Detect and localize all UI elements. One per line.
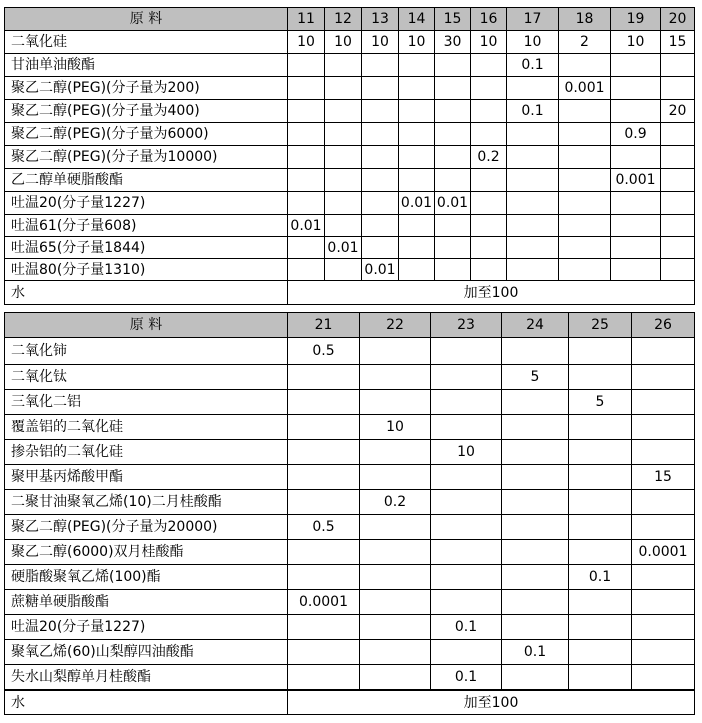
amount-cell <box>569 615 632 640</box>
amount-cell <box>559 100 611 123</box>
amount-cell <box>362 237 399 259</box>
amount-cell <box>288 440 360 465</box>
ingredient-name: 乙二醇单硬脂酸酯 <box>5 169 288 192</box>
table-row <box>5 615 695 640</box>
amount-cell <box>569 515 632 540</box>
amount-cell <box>632 590 695 615</box>
amount-cell <box>360 515 431 540</box>
amount-cell <box>431 465 502 490</box>
amount-cell <box>435 146 471 169</box>
amount-cell <box>569 365 632 390</box>
amount-cell <box>288 615 360 640</box>
water-label: 水 <box>5 281 288 305</box>
amount-cell <box>288 540 360 565</box>
table-row <box>5 415 695 440</box>
table-row <box>5 123 695 146</box>
table-row <box>5 540 695 565</box>
table-row <box>5 169 695 192</box>
amount-cell <box>360 338 431 365</box>
amount-cell <box>431 640 502 665</box>
amount-cell <box>611 54 661 77</box>
amount-cell: 10 <box>611 31 661 54</box>
amount-cell <box>632 338 695 365</box>
amount-cell <box>325 123 362 146</box>
amount-cell <box>502 515 569 540</box>
amount-cell <box>502 390 569 415</box>
amount-cell <box>360 640 431 665</box>
amount-cell <box>399 100 435 123</box>
table-row <box>5 665 695 690</box>
amount-cell: 5 <box>502 365 569 390</box>
amount-cell <box>569 465 632 490</box>
formulation-table-11-20 <box>4 7 695 305</box>
ingredient-name: 甘油单油酸酯 <box>5 54 288 77</box>
ingredient-name: 吐温80(分子量1310) <box>5 259 288 281</box>
amount-cell <box>559 259 611 281</box>
amount-cell <box>559 169 611 192</box>
amount-cell: 0.0001 <box>632 540 695 565</box>
water-label: 水 <box>5 691 288 715</box>
amount-cell <box>502 440 569 465</box>
amount-cell <box>399 237 435 259</box>
ingredient-name: 硬脂酸聚氧乙烯(100)酯 <box>5 565 288 590</box>
amount-cell <box>661 77 695 100</box>
column-header: 12 <box>325 8 362 31</box>
amount-cell <box>360 465 431 490</box>
amount-cell <box>431 390 502 415</box>
table-row <box>5 338 695 365</box>
header-row <box>5 8 695 31</box>
column-header: 19 <box>611 8 661 31</box>
amount-cell <box>360 665 431 690</box>
table-row <box>5 440 695 465</box>
amount-cell <box>502 415 569 440</box>
column-header: 26 <box>632 313 695 338</box>
column-header: 18 <box>559 8 611 31</box>
table-row <box>5 365 695 390</box>
water-value: 加至100 <box>288 691 695 715</box>
table-row <box>5 237 695 259</box>
ingredient-name: 二氧化钛 <box>5 365 288 390</box>
amount-cell <box>559 146 611 169</box>
table-row <box>5 640 695 665</box>
amount-cell <box>502 565 569 590</box>
water-row <box>5 691 695 715</box>
table-row <box>5 31 695 54</box>
amount-cell <box>559 54 611 77</box>
amount-cell: 10 <box>362 31 399 54</box>
amount-cell: 10 <box>360 415 431 440</box>
ingredient-name: 覆盖铝的二氧化硅 <box>5 415 288 440</box>
amount-cell <box>632 490 695 515</box>
table-row <box>5 259 695 281</box>
amount-cell: 0.01 <box>325 237 362 259</box>
ingredient-name: 聚乙二醇(PEG)(分子量为20000) <box>5 515 288 540</box>
amount-cell <box>360 440 431 465</box>
amount-cell <box>569 665 632 690</box>
amount-cell <box>661 192 695 215</box>
amount-cell <box>325 215 362 237</box>
amount-cell: 0.2 <box>360 490 431 515</box>
amount-cell <box>661 146 695 169</box>
ingredient-name: 蔗糖单硬脂酸酯 <box>5 590 288 615</box>
ingredient-name: 失水山梨醇单月桂酸酯 <box>5 665 288 690</box>
amount-cell <box>435 100 471 123</box>
amount-cell: 0.01 <box>435 192 471 215</box>
amount-cell <box>399 259 435 281</box>
column-header: 15 <box>435 8 471 31</box>
amount-cell <box>288 100 325 123</box>
column-header: 24 <box>502 313 569 338</box>
ingredient-name: 聚乙二醇(PEG)(分子量为400) <box>5 100 288 123</box>
amount-cell <box>288 169 325 192</box>
table-row <box>5 515 695 540</box>
amount-cell <box>569 640 632 665</box>
amount-cell <box>431 515 502 540</box>
amount-cell <box>288 259 325 281</box>
column-header: 16 <box>471 8 507 31</box>
amount-cell <box>362 215 399 237</box>
amount-cell <box>632 615 695 640</box>
amount-cell <box>507 169 559 192</box>
ingredient-name: 二氧化硅 <box>5 31 288 54</box>
amount-cell: 20 <box>661 100 695 123</box>
ingredient-name: 聚甲基丙烯酸甲酯 <box>5 465 288 490</box>
amount-cell <box>360 540 431 565</box>
column-header: 13 <box>362 8 399 31</box>
amount-cell: 0.1 <box>431 615 502 640</box>
formulation-table-21-26 <box>4 312 695 690</box>
amount-cell <box>507 192 559 215</box>
amount-cell <box>569 540 632 565</box>
amount-cell <box>399 169 435 192</box>
table-row <box>5 146 695 169</box>
amount-cell: 0.001 <box>559 77 611 100</box>
table-row <box>5 565 695 590</box>
amount-cell <box>435 77 471 100</box>
header-row <box>5 313 695 338</box>
amount-cell <box>507 123 559 146</box>
amount-cell: 10 <box>399 31 435 54</box>
amount-cell <box>471 259 507 281</box>
amount-cell <box>325 192 362 215</box>
amount-cell <box>435 123 471 146</box>
amount-cell <box>632 665 695 690</box>
table-row <box>5 590 695 615</box>
amount-cell <box>399 77 435 100</box>
amount-cell <box>632 440 695 465</box>
table-row <box>5 77 695 100</box>
amount-cell <box>611 146 661 169</box>
amount-cell <box>507 215 559 237</box>
amount-cell <box>435 169 471 192</box>
ingredient-name: 聚氧乙烯(60)山梨醇四油酸酯 <box>5 640 288 665</box>
water-row-table-21-26 <box>4 690 695 715</box>
header-label: 原 料 <box>5 313 288 338</box>
amount-cell <box>632 390 695 415</box>
amount-cell <box>288 54 325 77</box>
amount-cell <box>559 237 611 259</box>
amount-cell <box>288 640 360 665</box>
amount-cell <box>502 665 569 690</box>
amount-cell <box>362 77 399 100</box>
amount-cell <box>399 54 435 77</box>
amount-cell <box>399 123 435 146</box>
amount-cell <box>632 515 695 540</box>
amount-cell <box>507 77 559 100</box>
amount-cell <box>431 565 502 590</box>
amount-cell: 0.01 <box>399 192 435 215</box>
amount-cell <box>507 259 559 281</box>
amount-cell <box>559 123 611 146</box>
column-header: 22 <box>360 313 431 338</box>
amount-cell <box>471 77 507 100</box>
ingredient-name: 二氧化铈 <box>5 338 288 365</box>
amount-cell: 0.1 <box>431 665 502 690</box>
amount-cell <box>507 237 559 259</box>
amount-cell: 0.1 <box>507 54 559 77</box>
amount-cell: 0.9 <box>611 123 661 146</box>
ingredient-name: 聚乙二醇(6000)双月桂酸酯 <box>5 540 288 565</box>
amount-cell <box>360 565 431 590</box>
amount-cell <box>431 415 502 440</box>
column-header: 20 <box>661 8 695 31</box>
amount-cell: 2 <box>559 31 611 54</box>
amount-cell <box>611 77 661 100</box>
water-value: 加至100 <box>288 281 695 305</box>
amount-cell <box>435 259 471 281</box>
amount-cell <box>661 215 695 237</box>
amount-cell <box>569 338 632 365</box>
amount-cell <box>661 54 695 77</box>
amount-cell: 0.5 <box>288 515 360 540</box>
amount-cell <box>360 590 431 615</box>
amount-cell: 0.1 <box>502 640 569 665</box>
table-row <box>5 465 695 490</box>
amount-cell <box>288 490 360 515</box>
amount-cell <box>288 123 325 146</box>
amount-cell <box>502 540 569 565</box>
amount-cell <box>288 77 325 100</box>
column-header: 11 <box>288 8 325 31</box>
amount-cell <box>632 365 695 390</box>
column-header: 17 <box>507 8 559 31</box>
amount-cell <box>569 590 632 615</box>
amount-cell <box>632 565 695 590</box>
column-header: 25 <box>569 313 632 338</box>
amount-cell <box>632 640 695 665</box>
amount-cell <box>362 100 399 123</box>
amount-cell: 15 <box>661 31 695 54</box>
amount-cell <box>431 365 502 390</box>
amount-cell <box>502 490 569 515</box>
ingredient-name: 聚乙二醇(PEG)(分子量为6000) <box>5 123 288 146</box>
amount-cell: 5 <box>569 390 632 415</box>
ingredient-name: 吐温20(分子量1227) <box>5 192 288 215</box>
ingredient-name: 三氧化二铝 <box>5 390 288 415</box>
amount-cell <box>569 490 632 515</box>
amount-cell <box>435 237 471 259</box>
amount-cell <box>360 390 431 415</box>
amount-cell <box>471 237 507 259</box>
amount-cell: 10 <box>288 31 325 54</box>
table-row <box>5 215 695 237</box>
amount-cell <box>435 54 471 77</box>
amount-cell <box>288 237 325 259</box>
amount-cell <box>325 54 362 77</box>
amount-cell <box>502 590 569 615</box>
amount-cell <box>507 146 559 169</box>
column-header: 14 <box>399 8 435 31</box>
amount-cell: 0.01 <box>288 215 325 237</box>
amount-cell <box>559 215 611 237</box>
table-row <box>5 54 695 77</box>
amount-cell <box>362 169 399 192</box>
amount-cell <box>288 415 360 440</box>
amount-cell <box>288 465 360 490</box>
amount-cell: 0.1 <box>569 565 632 590</box>
amount-cell <box>559 192 611 215</box>
amount-cell: 0.01 <box>362 259 399 281</box>
amount-cell <box>325 259 362 281</box>
amount-cell <box>288 192 325 215</box>
amount-cell <box>471 192 507 215</box>
amount-cell <box>661 169 695 192</box>
amount-cell <box>611 237 661 259</box>
amount-cell: 0.001 <box>611 169 661 192</box>
header-label: 原 料 <box>5 8 288 31</box>
amount-cell <box>661 259 695 281</box>
amount-cell: 30 <box>435 31 471 54</box>
amount-cell <box>360 365 431 390</box>
amount-cell: 10 <box>507 31 559 54</box>
amount-cell <box>362 54 399 77</box>
amount-cell <box>362 192 399 215</box>
table-row <box>5 490 695 515</box>
amount-cell: 0.1 <box>507 100 559 123</box>
amount-cell <box>431 490 502 515</box>
amount-cell: 15 <box>632 465 695 490</box>
amount-cell <box>471 169 507 192</box>
column-header: 21 <box>288 313 360 338</box>
amount-cell <box>288 565 360 590</box>
table-row <box>5 192 695 215</box>
amount-cell <box>431 338 502 365</box>
amount-cell <box>661 237 695 259</box>
amount-cell: 10 <box>325 31 362 54</box>
water-row <box>5 281 695 305</box>
amount-cell <box>471 215 507 237</box>
amount-cell <box>431 540 502 565</box>
amount-cell <box>611 192 661 215</box>
amount-cell <box>399 215 435 237</box>
ingredient-name: 吐温20(分子量1227) <box>5 615 288 640</box>
ingredient-name: 聚乙二醇(PEG)(分子量为200) <box>5 77 288 100</box>
amount-cell: 0.5 <box>288 338 360 365</box>
ingredient-name: 吐温61(分子量608) <box>5 215 288 237</box>
amount-cell <box>325 100 362 123</box>
amount-cell <box>611 259 661 281</box>
amount-cell <box>471 100 507 123</box>
amount-cell <box>502 615 569 640</box>
amount-cell <box>399 146 435 169</box>
table-row <box>5 390 695 415</box>
amount-cell <box>362 123 399 146</box>
amount-cell <box>569 440 632 465</box>
amount-cell: 10 <box>471 31 507 54</box>
amount-cell <box>435 215 471 237</box>
amount-cell <box>471 54 507 77</box>
ingredient-name: 聚乙二醇(PEG)(分子量为10000) <box>5 146 288 169</box>
amount-cell <box>325 77 362 100</box>
amount-cell <box>288 146 325 169</box>
amount-cell <box>661 123 695 146</box>
amount-cell <box>360 615 431 640</box>
ingredient-name: 二聚甘油聚氧乙烯(10)二月桂酸酯 <box>5 490 288 515</box>
amount-cell <box>288 390 360 415</box>
amount-cell: 0.2 <box>471 146 507 169</box>
ingredient-name: 掺杂铝的二氧化硅 <box>5 440 288 465</box>
amount-cell <box>288 665 360 690</box>
amount-cell <box>611 100 661 123</box>
column-header: 23 <box>431 313 502 338</box>
amount-cell <box>325 169 362 192</box>
amount-cell <box>288 365 360 390</box>
ingredient-name: 吐温65(分子量1844) <box>5 237 288 259</box>
amount-cell <box>471 123 507 146</box>
amount-cell <box>611 215 661 237</box>
amount-cell <box>325 146 362 169</box>
amount-cell <box>362 146 399 169</box>
amount-cell <box>569 415 632 440</box>
amount-cell <box>431 590 502 615</box>
table-row <box>5 100 695 123</box>
amount-cell <box>502 338 569 365</box>
amount-cell <box>502 465 569 490</box>
amount-cell <box>632 415 695 440</box>
amount-cell: 0.0001 <box>288 590 360 615</box>
amount-cell: 10 <box>431 440 502 465</box>
